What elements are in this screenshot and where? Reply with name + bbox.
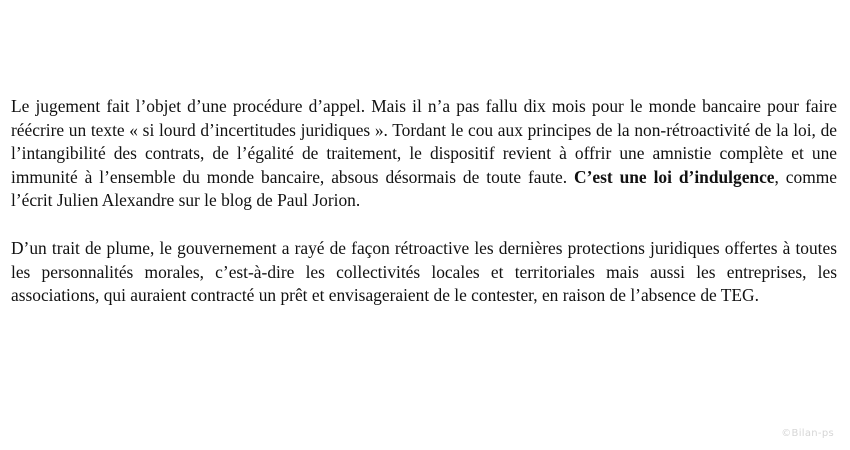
article-paragraph-2: D’un trait de plume, le gouvernement a rayé de façon rétroactive les dernières protections juridiques offertes à toutes les personnalités morales, c’est-à-dire les collectivités locales et territoriales mais aussi les entreprises, les associations, qui auraient contracté un prêt et envisageraient de le contester, en raison de l’absence de TEG. <box>11 237 837 306</box>
paragraph-1-text-start: Le jugement fait l’objet d’une procédure d’appel. Mais il n’a pas fallu dix mois pour le monde bancaire pour faire réécrire un texte « si lourd d’incertitudes juridiques ». Tordant le cou aux principes de la non-rétroactivité de la loi, de l’intangibilité des contrats, de l’égalité de traitement, le dispositif revient à offrir une amnistie complète et une immunité à l’ensemble du monde bancaire, absous désormais de toute faute. <box>11 96 837 187</box>
paragraph-1-bold-phrase: C’est une loi d’indulgence <box>574 166 775 187</box>
watermark: ©Bilan-ps <box>781 428 834 439</box>
paragraph-1-text-end: , comme l’écrit Julien Alexandre sur le blog de Paul Jorion. <box>11 166 837 211</box>
article-paragraph-1 <box>11 95 837 213</box>
